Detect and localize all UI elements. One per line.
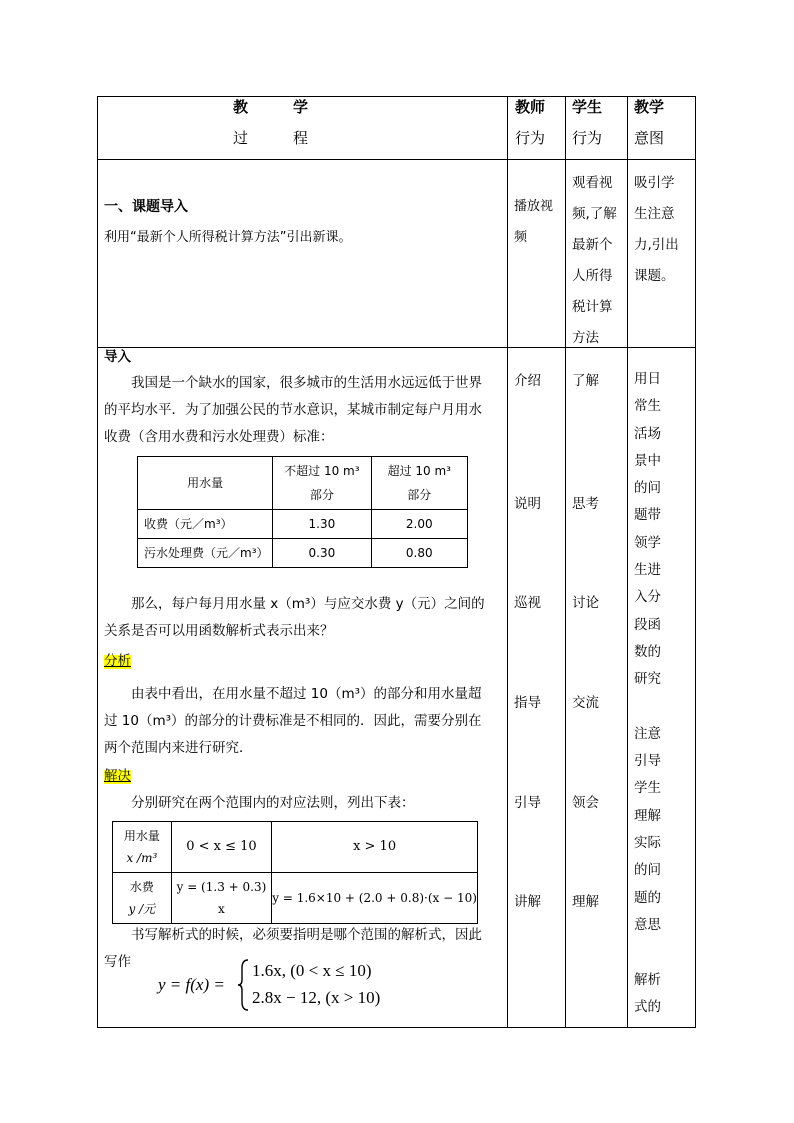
analysis-line: 两个范围内来进行研究． bbox=[104, 740, 253, 756]
intent-line: 数的 bbox=[634, 643, 661, 660]
section2-student-5: 领会 bbox=[572, 795, 599, 811]
intent-line: 式的 bbox=[634, 998, 661, 1015]
intent-line: 意思 bbox=[634, 916, 661, 933]
row-label-line: y /元 bbox=[128, 902, 156, 916]
formula-case2: 2.8x − 12, (x > 10) bbox=[252, 988, 381, 1007]
section1-student-line: 频,了解 bbox=[572, 206, 617, 222]
write-line: 写作 bbox=[104, 954, 131, 970]
section1-intent-line: 课题。 bbox=[634, 268, 675, 284]
header-intent-line1: 教学 bbox=[634, 98, 665, 116]
intent-line bbox=[634, 694, 661, 721]
header-teacher-line2: 行为 bbox=[515, 129, 546, 147]
intent-line: 实际 bbox=[634, 835, 661, 852]
formula-case1: 1.6x, (0 < x ≤ 10) bbox=[252, 961, 372, 980]
table-cell: 污水处理费（元／m³） bbox=[138, 539, 273, 568]
piecewise-formula bbox=[158, 958, 398, 1014]
intent-line: 活场 bbox=[634, 425, 661, 442]
section1-intent-line: 吸引学 bbox=[634, 175, 675, 191]
row-label-line: x /m³ bbox=[126, 851, 158, 865]
header-line: 部分 bbox=[407, 488, 432, 502]
section1-intent-line: 生注意 bbox=[634, 206, 675, 222]
table-cell: 1.30 bbox=[273, 510, 371, 539]
water-fee-table bbox=[137, 456, 468, 568]
intent-line: 解析 bbox=[634, 971, 661, 988]
col-divider-1 bbox=[507, 96, 508, 1027]
intent-line: 领学 bbox=[634, 534, 661, 551]
intent-line: 题带 bbox=[634, 507, 661, 524]
section1-student-line: 人所得 bbox=[572, 268, 613, 284]
intent-line: 的问 bbox=[634, 480, 661, 497]
table-header-cell bbox=[371, 457, 467, 510]
table-cell: 0.80 bbox=[371, 539, 467, 568]
intent-line: 常生 bbox=[634, 398, 661, 415]
section2-teacher-6: 讲解 bbox=[514, 894, 541, 910]
section1-student-line: 方法 bbox=[572, 330, 599, 346]
intro-line: 我国是一个缺水的国家，很多城市的生活用水远远低于世界 bbox=[131, 375, 482, 391]
section2-intent-column bbox=[634, 366, 661, 1021]
section2-teacher-2: 说明 bbox=[514, 496, 541, 512]
header-student-line2: 行为 bbox=[572, 129, 603, 147]
table-cell: x > 10 bbox=[272, 822, 478, 873]
piecewise-rule-table bbox=[112, 821, 478, 924]
solution-intro: 分别研究在两个范围内的对应法则，列出下表： bbox=[131, 795, 415, 811]
left-brace-icon bbox=[238, 958, 250, 1012]
section1-title: 一、课题导入 bbox=[104, 199, 188, 215]
table-row bbox=[138, 457, 468, 510]
table-cell: y = (1.3 + 0.3) x bbox=[171, 873, 271, 924]
section2-student-2: 思考 bbox=[572, 496, 599, 512]
section2-question-paragraph bbox=[104, 591, 485, 645]
header-intent-line2: 意图 bbox=[634, 129, 665, 147]
intent-line: 入分 bbox=[634, 589, 661, 606]
header-line: 不超过 10 m³ bbox=[284, 464, 360, 478]
section2-teacher-5: 引导 bbox=[514, 795, 541, 811]
section1-student-line: 税计算 bbox=[572, 299, 613, 315]
intent-line: 研究 bbox=[634, 671, 661, 688]
analysis-line: 由表中看出，在用水量不超过 10（m³）的部分和用水量超 bbox=[131, 686, 482, 702]
table-cell bbox=[113, 873, 172, 924]
section1-student-line: 最新个 bbox=[572, 237, 613, 253]
intent-line: 景中 bbox=[634, 452, 661, 469]
section2-teacher-4: 指导 bbox=[514, 695, 541, 711]
section2-title: 导入 bbox=[104, 349, 131, 365]
intent-line: 用日 bbox=[634, 371, 661, 387]
header-process-line1: 教 学 bbox=[233, 98, 309, 116]
table-cell: 2.00 bbox=[371, 510, 467, 539]
section1-intent-line: 力,引出 bbox=[634, 237, 679, 253]
formula-lhs: y = f(x) = bbox=[158, 975, 225, 994]
write-line: 书写解析式的时候，必须要指明是哪个范围的解析式，因此 bbox=[131, 927, 482, 943]
header-teacher-line1: 教师 bbox=[515, 98, 546, 116]
intro-line: 收费（含用水费和污水处理费）标准： bbox=[104, 429, 334, 445]
section1-intent-column bbox=[634, 168, 679, 292]
table-cell: 收费（元／m³） bbox=[138, 510, 273, 539]
col-divider-2 bbox=[565, 96, 566, 1027]
solution-label: 解决 bbox=[104, 768, 131, 784]
intro-line: 的平均水平．为了加强公民的节水意识，某城市制定每户月用水 bbox=[104, 402, 482, 418]
table-row bbox=[113, 873, 478, 924]
analysis-line: 过 10（m³）的部分的计费标准是不相同的．因此，需要分别在 bbox=[104, 713, 482, 729]
row-label-line: 水费 bbox=[129, 880, 154, 894]
row-divider-header bbox=[97, 159, 695, 160]
table-row bbox=[113, 822, 478, 873]
header-student-line1: 学生 bbox=[572, 98, 603, 116]
intent-line: 注意 bbox=[634, 725, 661, 742]
section2-student-6: 理解 bbox=[572, 894, 599, 910]
table-row bbox=[138, 539, 468, 568]
table-cell bbox=[113, 822, 172, 873]
col-divider-3 bbox=[627, 96, 628, 1027]
section2-teacher-1: 介绍 bbox=[514, 373, 541, 389]
section1-student-line: 观看视 bbox=[572, 175, 613, 191]
header-process-line2: 过 程 bbox=[233, 129, 309, 147]
row-label-line: 用水量 bbox=[123, 829, 160, 843]
intent-line: 段函 bbox=[634, 616, 661, 633]
table-cell: y = 1.6×10 + (2.0 + 0.8)·(x − 10) bbox=[272, 873, 478, 924]
intent-line bbox=[634, 939, 661, 966]
question-line: 关系是否可以用函数解析式表示出来？ bbox=[104, 623, 334, 639]
intent-line: 题的 bbox=[634, 889, 661, 906]
section1-student-column bbox=[572, 168, 617, 354]
analysis-label: 分析 bbox=[104, 653, 131, 669]
header-line: 部分 bbox=[309, 488, 334, 502]
section1-body: 利用“最新个人所得税计算方法”引出新课。 bbox=[104, 230, 352, 245]
section2-student-3: 讨论 bbox=[572, 595, 599, 611]
header-line: 超过 10 m³ bbox=[387, 464, 451, 478]
intent-line: 理解 bbox=[634, 807, 661, 824]
section1-teacher-2: 频 bbox=[514, 230, 528, 245]
table-row bbox=[138, 510, 468, 539]
intent-line: 的问 bbox=[634, 862, 661, 879]
intent-line: 引导 bbox=[634, 753, 661, 770]
table-header-cell: 用水量 bbox=[138, 457, 273, 510]
section2-teacher-3: 巡视 bbox=[514, 595, 541, 611]
section2-student-4: 交流 bbox=[572, 695, 599, 711]
table-cell: 0.30 bbox=[273, 539, 371, 568]
intent-line: 生进 bbox=[634, 562, 661, 579]
section2-student-1: 了解 bbox=[572, 373, 599, 389]
question-line: 那么，每户每月用水量 x（m³）与应交水费 y（元）之间的 bbox=[131, 596, 485, 612]
intent-line: 学生 bbox=[634, 780, 661, 797]
section2-analysis-paragraph bbox=[104, 681, 482, 762]
section1-teacher-1: 播放视 bbox=[514, 199, 554, 214]
section2-intro-paragraph bbox=[104, 370, 482, 451]
table-header-cell bbox=[273, 457, 371, 510]
table-cell: 0 < x ≤ 10 bbox=[171, 822, 271, 873]
